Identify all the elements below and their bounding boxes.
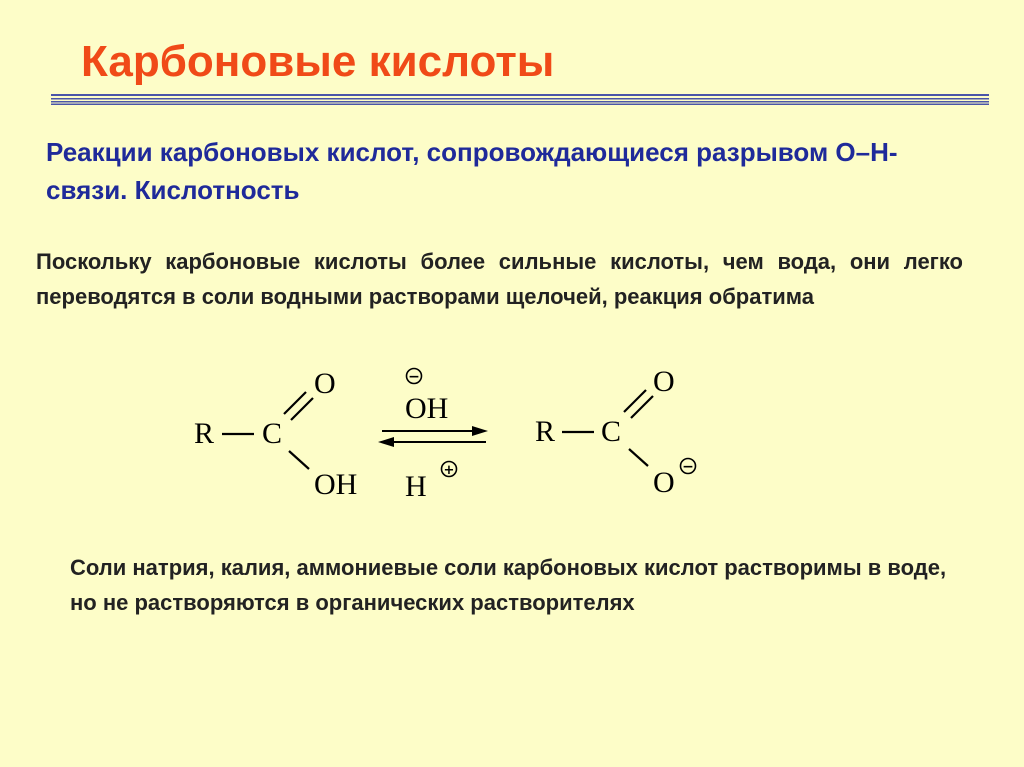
section-subtitle: Реакции карбоновых кислот, сопровождающиеся разрывом О–Н-связи. Кислотность bbox=[46, 137, 898, 205]
reactant-c-label: C bbox=[262, 417, 283, 450]
product-double-bond-2 bbox=[631, 396, 653, 418]
salts-paragraph: Соли натрия, калия, аммониевые соли карбоновых кислот растворимы в воде, но не растворяются в органических растворителях bbox=[70, 555, 947, 615]
forward-arrowhead bbox=[472, 426, 488, 436]
hydroxide-charge-sign: − bbox=[408, 369, 420, 385]
reverse-reagent-label: H bbox=[405, 470, 427, 503]
reactant-single-bond bbox=[289, 451, 309, 469]
product-o-minus-label: O bbox=[653, 466, 675, 499]
reactant-double-bond-1 bbox=[284, 392, 306, 414]
product-single-bond bbox=[629, 449, 648, 466]
carboxylate-charge-circle bbox=[681, 459, 696, 474]
forward-reagent-label: OH bbox=[405, 392, 449, 425]
reactant-o-label: O bbox=[314, 367, 336, 400]
reactant-r-label: R bbox=[194, 417, 215, 450]
intro-paragraph: Поскольку карбоновые кислоты более сильные кислоты, чем вода, они легко переводятся в соли водными растворами щелочей, реакция обратима bbox=[36, 249, 963, 309]
hydroxide-charge-circle bbox=[407, 369, 422, 384]
product-o-label: O bbox=[653, 365, 675, 398]
reactant-double-bond-2 bbox=[291, 398, 313, 420]
carboxylate-charge-sign: − bbox=[682, 459, 694, 475]
slide-title: Карбоновые кислоты bbox=[81, 37, 555, 86]
product-double-bond-1 bbox=[624, 390, 646, 412]
reactant-oh-label: OH bbox=[314, 468, 358, 501]
product-c-label: C bbox=[601, 415, 622, 448]
proton-charge-circle bbox=[442, 462, 457, 477]
proton-charge-sign: + bbox=[443, 463, 455, 478]
product-r-label: R bbox=[535, 415, 556, 448]
reverse-arrowhead bbox=[378, 437, 394, 447]
title-underline bbox=[51, 94, 989, 105]
